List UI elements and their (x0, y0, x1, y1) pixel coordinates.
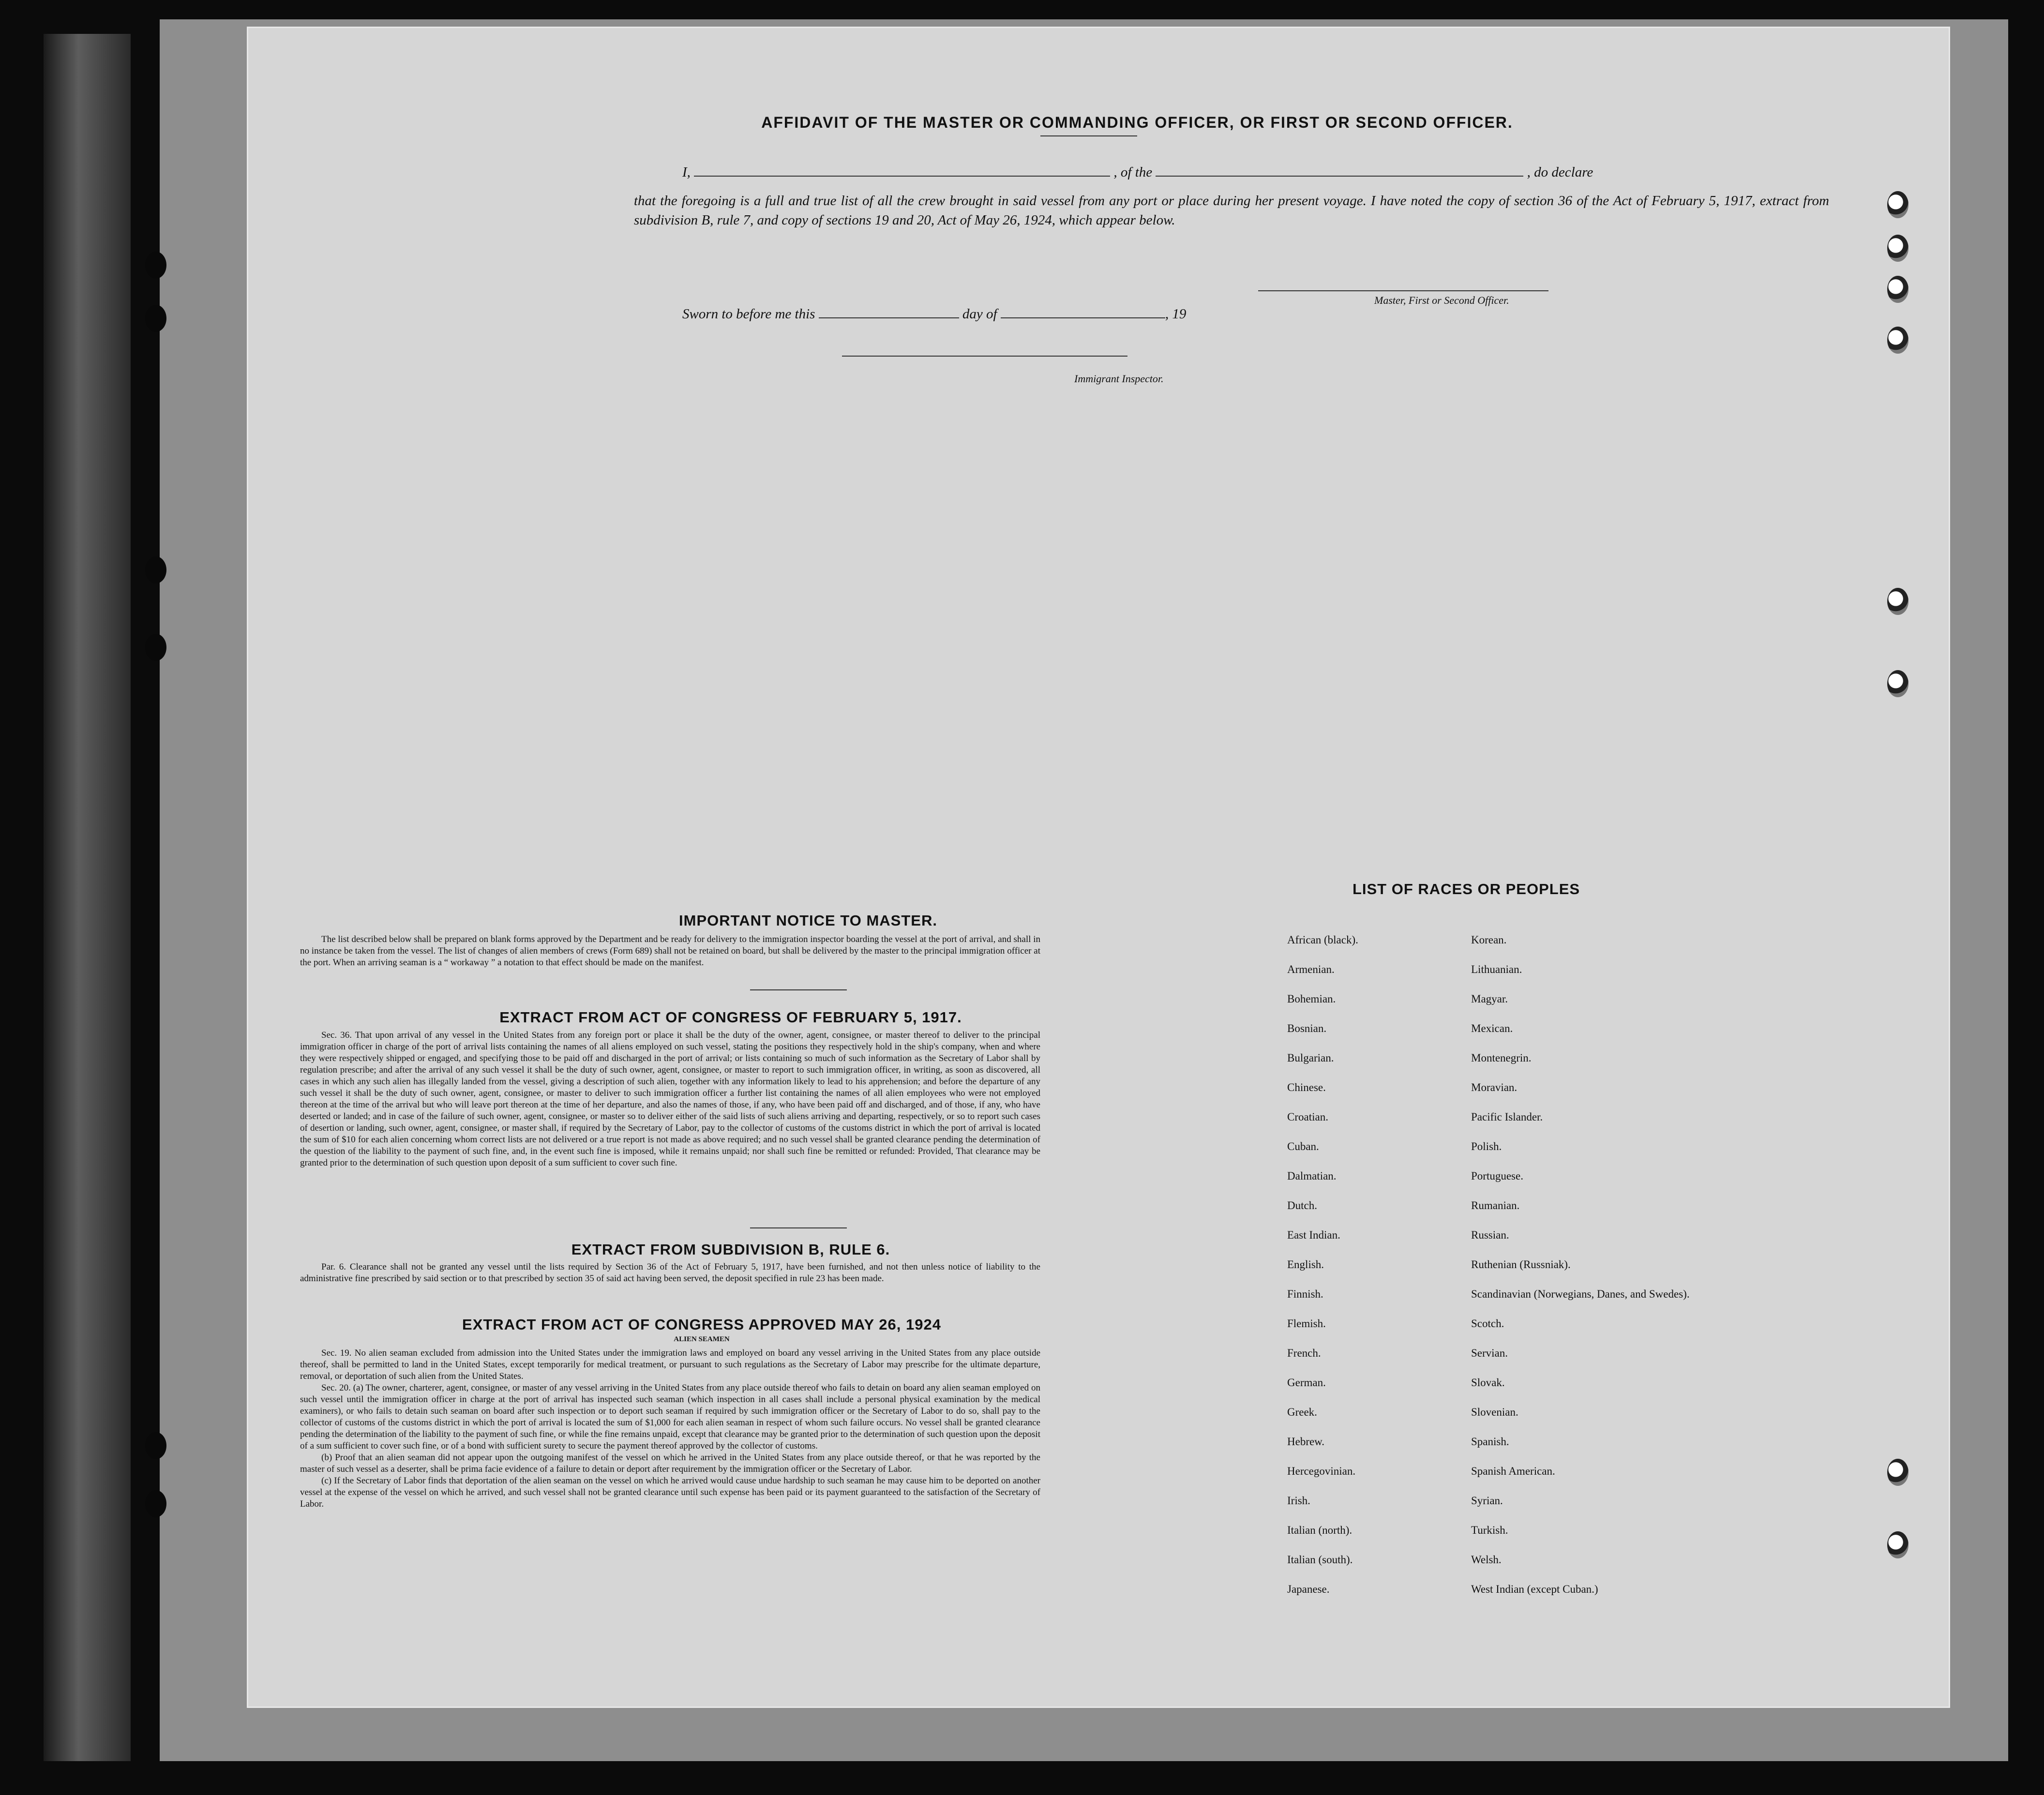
race-item: Hebrew. (1287, 1436, 1325, 1448)
race-item: Russian. (1471, 1229, 1509, 1241)
sworn-day-blank[interactable] (819, 317, 959, 318)
race-item: Slovak. (1471, 1376, 1505, 1389)
punch-hole (1887, 670, 1909, 697)
notice-text: The list described below shall be prepared on blank forms approved by the Department and be ready for delivery to the immigration inspector boarding the vessel at the port of arrival, and shall in no instance be taken from the vessel. The list of changes of alien members of crews (Form 689) shall not be retained on board, but shall be delivered by the master to the principal immigration officer at the port. When an arriving seaman is a “ workaway ” a notation to that effect should be made on the manifest. (300, 934, 1040, 968)
inspector-signature-blank[interactable] (842, 356, 1127, 357)
divider (750, 1227, 847, 1228)
subdivision-b-text: Par. 6. Clearance shall not be granted any vessel until the lists required by Section 36 of the Act of February 5, 1917, have been furnished, and not then unless notice of liability to the administrative fine prescribed by said section or to that prescribed by section 35 of said act having been served, the deposit specified in rule 23 has been made. (300, 1262, 1040, 1284)
sec-20b-text: (b) Proof that an alien seaman did not appear upon the outgoing manifest of the vessel on which he arrived in the United States from any place outside thereof, or that he was reported by the master of such vessel as a deserter, shall be prima facie evidence of a failure to detain or deport after requirement by the immigration officer or the Secretary of Labor. (300, 1452, 1040, 1474)
punch-hole (1887, 1531, 1909, 1558)
race-item: Korean. (1471, 934, 1507, 946)
punch-hole (1887, 191, 1909, 218)
notice-section (300, 934, 1040, 969)
races-left-column (1287, 934, 1471, 1613)
extract-1917-text: Sec. 36. That upon arrival of any vessel in the United States from any foreign port or place it shall be the duty of the owner, agent, consignee, or master thereof to deliver to the principal immigration officer in charge of the port of arrival lists containing the names of all aliens employed on such vessel, stating the positions they respectively hold in the ship's company, when and where they were respectively shipped or engaged, and specifying those to be paid off and discharged in the port of arrival; or lists containing so much of such information as the Secretary of Labor shall by regulation prescribe; and after the arrival of any such vessel it shall be the duty of such owner, agent, consignee, or master to report to such immigration officer, in writing, as soon as discovered, all cases in which any such alien has illegally landed from the vessel, giving a description of such alien, together with any information likely to lead to his apprehension; and before the departure of any such vessel it shall be the duty of such owner, agent, consignee, or master to deliver to such immigration officer a further list containing the names of all alien employees who were not employed thereon at the time of the arrival but who will leave port thereon at the time of her departure, and also the names of those, if any, who have been paid off and discharged, and of those, if any, who have deserted or landed; and in case of the failure of such owner, agent, consignee, or master so to deliver either of the said lists of such aliens arriving and departing, respectively, or so to report such cases of desertion or landing, such owner, agent, consignee, or master shall, if required by the Secretary of Labor, pay to the collector of customs of the customs district in which the port of arrival is located the sum of $10 for each alien concerning whom correct lists are not delivered or a true report is not made as above required; and no such vessel shall be granted clearance pending the determination of the question of the liability to the payment of such fine, and, in the event such fine is imposed, while it remains unpaid; nor shall such fine be remitted or refunded: Provided, That clearance may be granted prior to the determination of such question upon deposit of a sum sufficient to cover such fine. (300, 1030, 1040, 1168)
sworn-label: Sworn to before me this (682, 306, 815, 322)
race-item: Slovenian. (1471, 1406, 1518, 1418)
race-item: West Indian (except Cuban.) (1471, 1583, 1598, 1595)
binder-hole (145, 1490, 166, 1517)
affidavit-i-label: I, (682, 165, 691, 180)
sec-20a-text: Sec. 20. (a) The owner, charterer, agent, consignee, or master of any vessel arriving in the United States from any place outside thereof who fails to detain on board any alien seaman employed on such vessel until the immigration officer in charge at the port of arrival has inspected such seaman (which inspection in all cases shall include a personal physical examination by the medical examiners), or who fails to detain such seaman on board after such inspection or to deport such seaman if required by such immigration officer or the Secretary of Labor to do so, shall pay to the collector of customs of the customs district in which the port of arrival is located the sum of $1,000 for each alien seaman in respect of whom such failure occurs. No vessel shall be granted clearance pending the determination of the liability to the payment of such fine, or while the fine remains unpaid, except that clearance may be granted prior to the determination of such question upon the deposit of a sum sufficient to cover such fine, or of a bond with sufficient surety to secure the payment thereof approved by the collector of customs. (300, 1383, 1040, 1451)
binder-hole (145, 556, 166, 583)
race-item: Croatian. (1287, 1111, 1328, 1123)
extract-1917-section (300, 1030, 1040, 1169)
race-item: Montenegrin. (1471, 1052, 1532, 1064)
race-item: Pacific Islander. (1471, 1111, 1543, 1123)
race-item: Servian. (1471, 1347, 1508, 1359)
race-item: Hercegovinian. (1287, 1465, 1356, 1477)
race-item: Syrian. (1471, 1495, 1503, 1507)
race-item: Polish. (1471, 1140, 1502, 1152)
sworn-line (682, 306, 1186, 322)
race-item: Bosnian. (1287, 1022, 1327, 1034)
race-item: Dalmatian. (1287, 1170, 1337, 1182)
race-item: Dutch. (1287, 1199, 1317, 1212)
race-item: Armenian. (1287, 963, 1335, 975)
races-title: LIST OF RACES OR PEOPLES (1352, 881, 1580, 898)
extract-1924-section (300, 1347, 1040, 1510)
race-item: Lithuanian. (1471, 963, 1522, 975)
extract-1924-title: EXTRACT FROM ACT OF CONGRESS APPROVED MAY 26, 1924 (462, 1316, 941, 1333)
race-item: Spanish. (1471, 1436, 1509, 1448)
year-label: , 19 (1165, 306, 1187, 322)
master-name-blank[interactable] (694, 176, 1110, 177)
divider (750, 989, 847, 990)
race-item: Flemish. (1287, 1317, 1326, 1330)
punch-hole (1887, 1459, 1909, 1486)
notice-title: IMPORTANT NOTICE TO MASTER. (679, 912, 937, 929)
sworn-month-blank[interactable] (1001, 317, 1165, 318)
race-item: Spanish American. (1471, 1465, 1555, 1477)
race-item: Greek. (1287, 1406, 1317, 1418)
master-signature-label: Master, First or Second Officer. (1374, 294, 1509, 306)
race-item: Magyar. (1471, 993, 1508, 1005)
race-item: Italian (south). (1287, 1554, 1353, 1566)
punch-hole (1887, 327, 1909, 354)
day-of-label: day of (962, 306, 997, 322)
race-item: French. (1287, 1347, 1321, 1359)
sec-19-text: Sec. 19. No alien seaman excluded from admission into the United States under the immigration laws and employed on board any vessel arriving in the United States from any place outside thereof, shall be permitted to land in the United States, except temporarily for medical treatment, or pursuant to such regulations as the Secretary of Labor may prescribe for the ultimate departure, removal, or deportation of such alien from the United States. (300, 1348, 1040, 1381)
race-item: German. (1287, 1376, 1326, 1389)
extract-1917-title: EXTRACT FROM ACT OF CONGRESS OF FEBRUARY 5, 1917. (499, 1009, 962, 1026)
race-item: Scandinavian (Norwegians, Danes, and Swedes). (1471, 1288, 1690, 1300)
affidavit-title: AFFIDAVIT OF THE MASTER OR COMMANDING OFFICER, OR FIRST OR SECOND OFFICER. (761, 114, 1513, 131)
affidavit-declaration-text: that the foregoing is a full and true list of all the crew brought in said vessel from any port or place during her present voyage. I have noted the copy of section 36 of the Act of February 5, 1917, extract from subdivision B, rule 7, and copy of sections 19 and 20, Act of May 26, 1924, which appear below. (634, 193, 1829, 228)
race-item: Chinese. (1287, 1081, 1326, 1093)
race-item: Welsh. (1471, 1554, 1502, 1566)
race-item: Portuguese. (1471, 1170, 1523, 1182)
binder-edge (44, 34, 131, 1761)
punch-hole (1887, 235, 1909, 262)
race-item: Ruthenian (Russniak). (1471, 1258, 1571, 1271)
race-item: Rumanian. (1471, 1199, 1520, 1212)
punch-hole (1887, 276, 1909, 303)
race-item: Bulgarian. (1287, 1052, 1334, 1064)
sec-20c-text: (c) If the Secretary of Labor finds that deportation of the alien seaman on the vessel on which he arrived would cause undue hardship to such seaman he may cause him to be deported on another vessel at the expense of the vessel on which he arrived, and such vessel shall not be granted clearance until such expense has been paid or its payment guaranteed to the satisfaction of the Secretary of Labor. (300, 1476, 1040, 1509)
race-item: Finnish. (1287, 1288, 1323, 1300)
divider (1040, 135, 1137, 136)
race-item: English. (1287, 1258, 1324, 1271)
binder-hole (145, 634, 166, 661)
inspector-label: Immigrant Inspector. (1074, 373, 1164, 385)
affidavit-do-declare-label: , do declare (1527, 165, 1593, 180)
race-item: Irish. (1287, 1495, 1310, 1507)
race-item: Moravian. (1471, 1081, 1518, 1093)
race-item: Cuban. (1287, 1140, 1319, 1152)
subdivision-b-title: EXTRACT FROM SUBDIVISION B, RULE 6. (571, 1241, 890, 1258)
race-item: Mexican. (1471, 1022, 1513, 1034)
race-item: Bohemian. (1287, 993, 1336, 1005)
race-item: African (black). (1287, 934, 1358, 946)
race-item: East Indian. (1287, 1229, 1340, 1241)
binder-hole (145, 252, 166, 279)
race-item: Italian (north). (1287, 1524, 1353, 1536)
master-signature-blank[interactable] (1258, 290, 1548, 291)
binder-hole (145, 1432, 166, 1459)
binder-hole (145, 305, 166, 332)
race-item: Japanese. (1287, 1583, 1330, 1595)
affidavit-of-the-label: , of the (1113, 165, 1153, 180)
affidavit-declaration-line (682, 165, 1810, 180)
vessel-name-blank[interactable] (1156, 176, 1523, 177)
crew-list-back-page (247, 27, 1950, 1708)
punch-hole (1887, 588, 1909, 615)
race-item: Turkish. (1471, 1524, 1508, 1536)
subdivision-b-section (300, 1261, 1040, 1285)
race-item: Scotch. (1471, 1317, 1504, 1330)
races-right-column (1471, 934, 1694, 1613)
extract-1924-subtitle: ALIEN SEAMEN (674, 1335, 730, 1343)
